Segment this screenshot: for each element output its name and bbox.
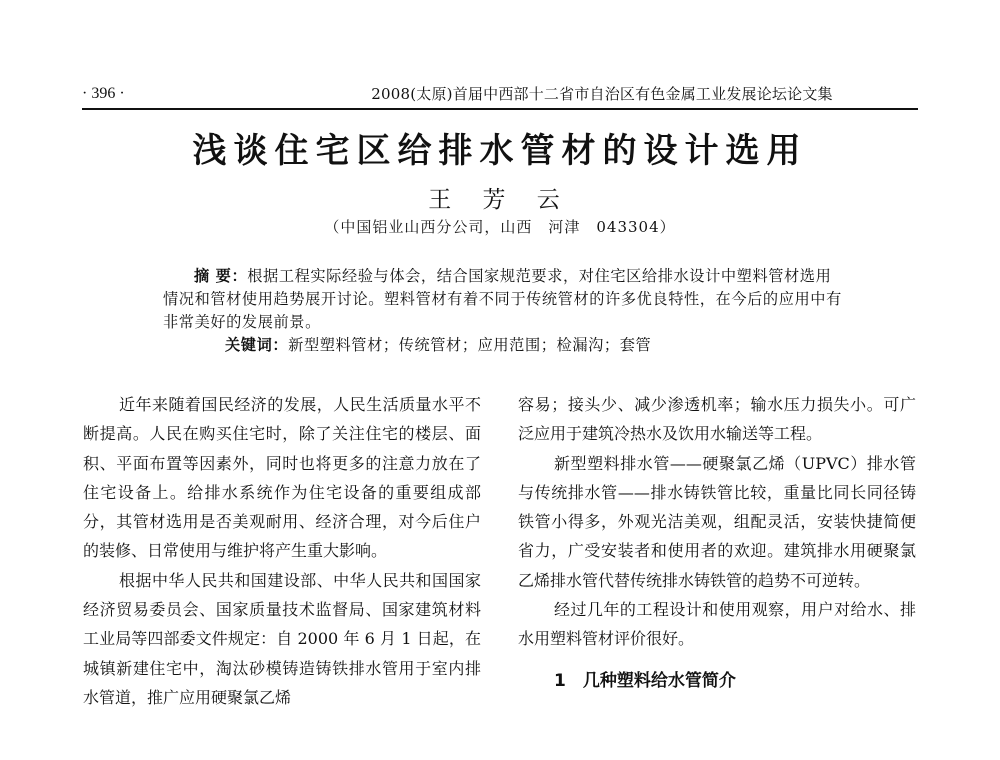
abstract-text: 根据工程实际经验与体会，结合国家规范要求，对住宅区给排水设计中塑料管材选用情况和管材使用趋势展开讨论。塑料管材有着不同于传统管材的许多优良特性，在今后的应用中有非常美好的发展前景。 [163, 267, 842, 331]
section-heading: 1 几种塑料给水管简介 [554, 670, 736, 691]
left-column [83, 390, 481, 712]
abstract-label: 摘 要： [194, 267, 248, 285]
page-number: · 396 · [82, 85, 125, 102]
body-paragraph: 近年来随着国民经济的发展，人民生活质量水平不断提高。人民在购买住宅时，除了关注住宅的楼层、面积、平面布置等因素外，同时也将更多的注意力放在了住宅设备上。给排水系统作为住宅设备的重要组成部分，其管材选用是否美观耐用、经济合理，对今后住户的装修、日常使用与维护将产生重大影响。 [83, 395, 481, 561]
header-rule [82, 108, 918, 110]
body-paragraph: 根据中华人民共和国建设部、中华人民共和国国家经济贸易委员会、国家质量技术监督局、国家建筑材料工业局等四部委文件规定：自 2000 年 6 月 1 日起，在城镇新建住宅中，淘汰砂模铸造铸铁排水管用于室内排水管道，推广应用硬聚氯乙烯 [83, 570, 481, 707]
proceedings-title: 2008(太原)首届中西部十二省市自治区有色金属工业发展论坛论文集 [371, 85, 833, 103]
author-name: 王 芳 云 [428, 187, 572, 213]
body-paragraph: 经过几年的工程设计和使用观察，用户对给水、排水用塑料管材评价很好。 [518, 600, 916, 649]
continued-paragraph: 容易；接头少、减少渗透机率；输水压力损失小。可广泛应用于建筑冷热水及饮用水输送等工程。 [518, 395, 916, 444]
keywords-label: 关键词： [225, 336, 289, 354]
keywords-text: 新型塑料管材；传统管材；应用范围；检漏沟；套管 [288, 336, 652, 354]
author-affiliation: （中国铝业山西分公司，山西 河津 043304） [324, 218, 676, 236]
body-paragraph: 新型塑料排水管——硬聚氯乙烯（UPVC）排水管与传统排水管——排水铸铁管比较，重量比同长同径铸铁管小得多，外观光洁美观，组配灵活，安装快捷简便省力，广受安装者和使用者的欢迎。建筑排水用硬聚氯乙烯排水管代替传统排水铸铁管的趋势不可逆转。 [518, 453, 916, 590]
running-header [82, 83, 918, 105]
abstract-paragraph [163, 265, 843, 334]
keywords-line [163, 334, 843, 357]
article-title: 浅谈住宅区给排水管材的设计选用 [192, 131, 808, 171]
right-column [518, 390, 916, 696]
abstract-block [163, 265, 843, 357]
